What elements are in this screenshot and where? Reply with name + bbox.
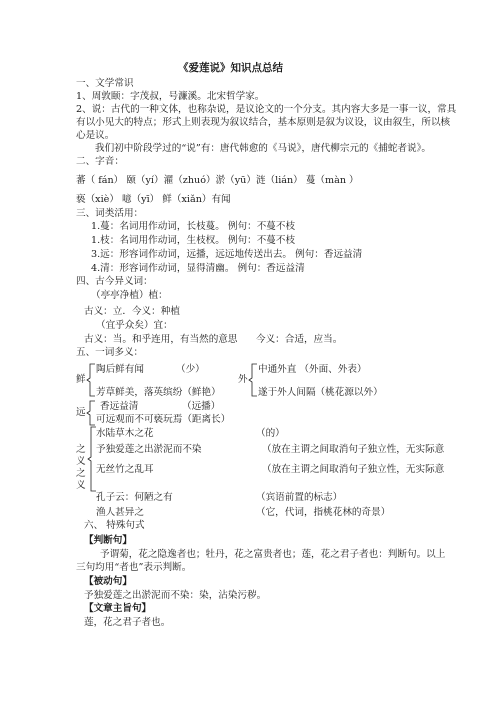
s6-judgment-label: 【判断句】: [84, 535, 132, 546]
yuan-line-2: 可远观而不可亵玩焉（距离长）: [96, 414, 231, 425]
yuan-line-1b: （远播）: [182, 401, 221, 412]
wai-brace: [248, 362, 258, 398]
zhi-line-2a: 予独爱莲之出淤泥而不染: [96, 444, 202, 455]
xian-line-1b: （少）: [176, 364, 205, 375]
s4-line-4a: 古义：当。和乎连用，有当然的意思: [84, 334, 238, 345]
zhi-char-2: 义: [76, 456, 86, 467]
zhi-line-1a: 水陆草木之花: [96, 428, 154, 439]
s3-line-4: 4.清：形容词作动词，显得清幽。 例句：香远益清: [91, 263, 305, 274]
s1-line-2c: 心是议。: [76, 130, 115, 141]
xian-char: 鲜: [76, 374, 86, 385]
zhi-line-4b: （宾语前置的标志）: [256, 492, 343, 503]
yuan-line-1a: 香远益清: [100, 401, 139, 412]
section-1-heading: 一、文学常识: [76, 78, 134, 89]
wai-line-1: 中通外直 （外面、外表）: [258, 364, 367, 375]
yuan-char: 远: [76, 407, 86, 418]
s3-line-2: 1.枝：名词用作动词，生枝杈。 例句：不蔓不枝: [91, 235, 296, 246]
s1-line-1: 1、周敦颐：字茂叔，号濂溪。北宋哲学家。: [76, 91, 265, 102]
s2-line-2: 亵（xiè） 噫（yī） 鲜（xiǎn）有闻: [76, 194, 231, 205]
s4-line-1: （亭亭净植）植：: [91, 290, 168, 301]
s1-line-3: 我们初中阶段学过的“说”有：唐代韩愈的《马说》，唐代柳宗元的《捕蛇者说》。: [95, 143, 431, 154]
s1-line-2b: 有以小见大的特点；形式上则表现为叙议结合，基本原则是叙为议设，议由叙生，所以核: [76, 117, 451, 128]
xian-line-1a: 陶后鲜有闻: [96, 364, 144, 375]
s6-judgment-line-1: 予谓菊，花之隐逸者也；牡丹，花之富贵者也；莲，花之君子者也：判断句。以上: [100, 549, 446, 560]
s6-passive-line: 予独爱莲之出淤泥而不染：染，沾染污秽。: [84, 590, 267, 601]
zhi-line-2b: （放在主谓之间取消句子独立性，无实际意: [262, 444, 445, 455]
zhi-line-5b: （它，代词，指桃花林的奇景）: [256, 507, 391, 518]
section-3-heading: 三、词类活用：: [76, 208, 144, 219]
s3-line-1: 1.蔓：名词用作动词，长枝蔓。 例句：不蔓不枝: [91, 221, 296, 232]
s6-theme-line: 莲，花之君子者也。: [84, 617, 171, 628]
s3-line-3: 3.远：形容词作动词，远播，远远地传送出去。 例句：香远益清: [91, 249, 363, 260]
xian-brace: [86, 362, 96, 398]
s6-judgment-line-2: 三句均用“者也”表示判断。: [76, 562, 192, 573]
zhi-line-4a: 孔子云：何陋之有: [96, 492, 173, 503]
section-4-heading: 四、古今异义词：: [76, 276, 153, 287]
zhi-line-5a: 渔人甚异之: [96, 507, 144, 518]
doc-title: 《爱莲说》知识点总结: [178, 62, 283, 74]
s6-theme-label: 【文章主旨句】: [84, 603, 152, 614]
zhi-line-1b: （的）: [256, 428, 285, 439]
zhi-char-1: 之: [76, 444, 86, 455]
s4-line-4b: 今义：合适，应当。: [256, 334, 343, 345]
zhi-char-3: 之: [76, 468, 86, 479]
wai-char: 外: [238, 374, 248, 385]
section-2-heading: 二、字音：: [76, 156, 124, 167]
s6-passive-label: 【被动句】: [84, 576, 132, 587]
zhi-char-4: 义: [76, 480, 86, 491]
s4-line-3: （宜乎众矣）宜：: [96, 320, 173, 331]
section-6-heading: 六、 特殊句式: [84, 520, 145, 531]
s2-line-1: 蕃（ fán） 颐（yí）濯（zhuó）淤（yū）涟（lián） 蔓（màn ）: [76, 175, 359, 186]
zhi-line-3a: 无丝竹之乱耳: [96, 464, 154, 475]
s4-line-2: 古义：立．今义：种植: [84, 306, 180, 317]
yuan-brace: [86, 400, 96, 426]
section-5-heading: 五、一词多义：: [76, 347, 144, 358]
zhi-line-3b: （放在主谓之间取消句子独立性，无实际意: [262, 464, 445, 475]
xian-line-2: 芳草鲜美，落英缤纷（鲜艳）: [96, 387, 221, 398]
wai-line-2: 遂于外人间隔（桃花源以外）: [258, 387, 383, 398]
s1-line-2a: 2、说：古代的一种文体，也称杂说，是议论文的一个分支。其内容大多是一事一议，常具: [76, 104, 457, 115]
